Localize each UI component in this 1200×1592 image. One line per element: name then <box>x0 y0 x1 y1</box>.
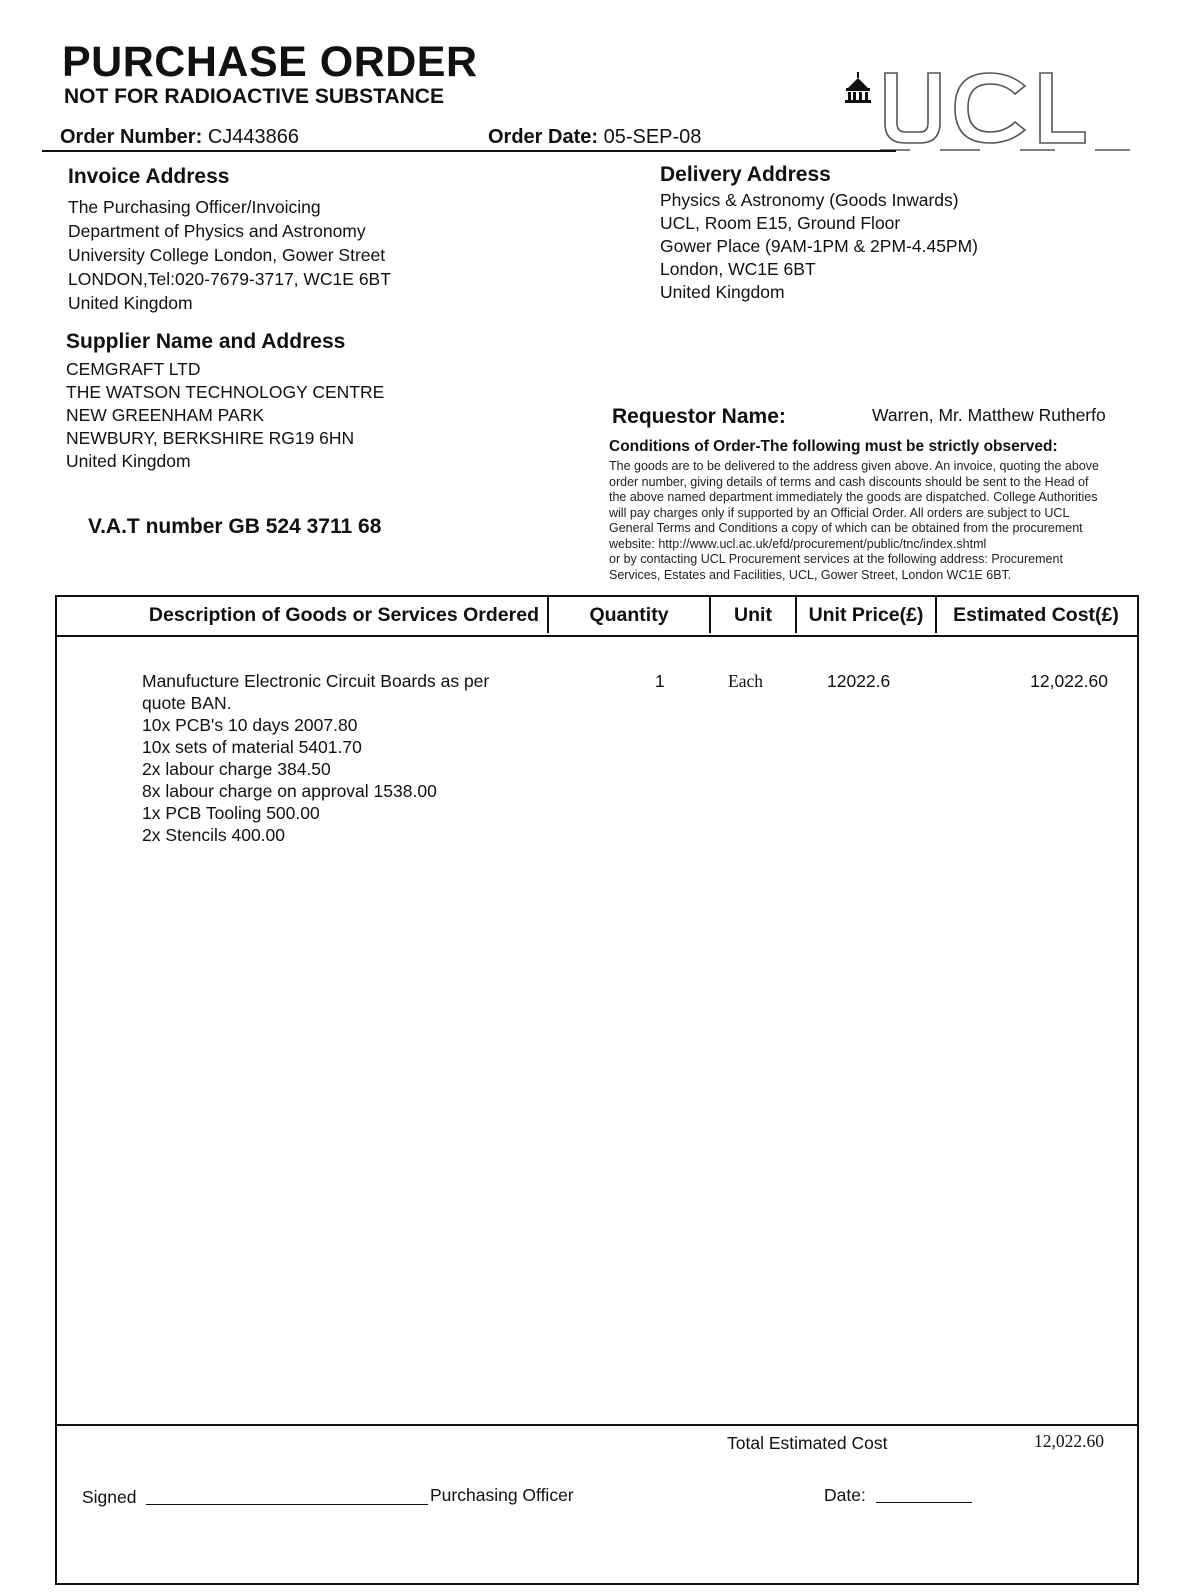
date-line <box>876 1502 972 1503</box>
order-date-label: Order Date: <box>488 126 599 148</box>
item-description <box>142 670 542 846</box>
invoice-line: United Kingdom <box>68 293 193 313</box>
conditions-line: website: http://www.ucl.ac.uk/efd/procurement/public/tnc/index.shtml <box>609 536 987 551</box>
col-quantity: Quantity <box>549 597 711 633</box>
supplier-line: United Kingdom <box>66 451 191 471</box>
conditions-line: will pay charges only if supported by an Official Order. All orders are subject to UCL <box>609 505 1070 520</box>
invoice-line: University College London, Gower Street <box>68 245 386 265</box>
signature-line <box>146 1504 428 1505</box>
page-subtitle: NOT FOR RADIOACTIVE SUBSTANCE <box>64 85 444 108</box>
invoice-line: Department of Physics and Astronomy <box>68 221 366 241</box>
item-description-line: 2x labour charge 384.50 <box>142 759 331 779</box>
ucl-logo <box>840 68 1140 158</box>
total-divider <box>55 1424 1139 1426</box>
delivery-line: Gower Place (9AM-1PM & 2PM-4.45PM) <box>660 236 979 256</box>
requestor-label: Requestor Name: <box>612 405 786 428</box>
conditions-line: the above named department immediately the goods are dispatched. College Authorities <box>609 490 1098 504</box>
page-title: PURCHASE ORDER <box>62 38 478 86</box>
item-description-line: 10x PCB's 10 days 2007.80 <box>142 715 358 735</box>
signed-label: Signed <box>82 1487 137 1507</box>
col-unit-price: Unit Price(£) <box>797 597 937 633</box>
delivery-line: UCL, Room E15, Ground Floor <box>660 213 901 233</box>
supplier-line: NEW GREENHAM PARK <box>66 405 265 425</box>
invoice-line: LONDON,Tel:020-7679-3717, WC1E 6BT <box>68 269 391 289</box>
supplier-heading: Supplier Name and Address <box>66 330 346 353</box>
col-estimated-cost: Estimated Cost(£) <box>953 604 1119 626</box>
supplier-line: NEWBURY, BERKSHIRE RG19 6HN <box>66 428 355 448</box>
item-description-line: Manufucture Electronic Circuit Boards as per <box>142 671 490 691</box>
supplier-line: THE WATSON TECHNOLOGY CENTRE <box>66 382 385 402</box>
requestor-name: Warren, Mr. Matthew Rutherfo <box>872 405 1106 425</box>
conditions-line: General Terms and Conditions a copy of which can be obtained from the procurement <box>609 521 1083 535</box>
ucl-logo-icon <box>840 68 1140 158</box>
item-description-line: quote BAN. <box>142 693 232 713</box>
delivery-address <box>660 163 978 304</box>
invoice-address <box>68 165 391 315</box>
item-quantity: 1 <box>655 671 665 691</box>
delivery-line: London, WC1E 6BT <box>660 259 816 279</box>
order-date <box>488 126 701 149</box>
supplier-address <box>66 330 384 473</box>
conditions-line: Services, Estates and Facilities, UCL, Gower Street, London WC1E 6BT. <box>609 567 1012 582</box>
order-number-label: Order Number: <box>60 126 203 148</box>
item-description-line: 2x Stencils 400.00 <box>142 825 286 845</box>
supplier-line: CEMGRAFT LTD <box>66 359 201 379</box>
order-number <box>60 126 299 149</box>
delivery-heading: Delivery Address <box>660 163 831 186</box>
order-date-value: 05-SEP-08 <box>603 126 702 148</box>
item-unit: Each <box>728 671 763 691</box>
order-number-value: CJ443866 <box>207 126 299 148</box>
item-unit-price: 12022.6 <box>827 671 891 691</box>
delivery-line: Physics & Astronomy (Goods Inwards) <box>660 190 959 210</box>
conditions-heading: Conditions of Order-The following must be strictly observed: <box>609 438 1058 455</box>
item-description-line: 8x labour charge on approval 1538.00 <box>142 781 437 801</box>
date-label: Date: <box>824 1485 866 1505</box>
conditions-line: order number, giving details of terms and cash discounts should be sent to the Head of <box>609 474 1089 489</box>
officer-label: Purchasing Officer <box>430 1485 574 1505</box>
item-estimated-cost: 12,022.60 <box>1030 671 1108 691</box>
col-description: Description of Goods or Services Ordered <box>55 597 549 633</box>
total-value: 12,022.60 <box>1034 1431 1104 1451</box>
item-description-line: 1x PCB Tooling 500.00 <box>142 803 320 823</box>
conditions <box>609 438 1137 583</box>
table-header-row <box>55 597 1139 637</box>
conditions-line: or by contacting UCL Procurement services at the following address: Procurement <box>609 552 1063 566</box>
col-unit: Unit <box>711 597 797 633</box>
conditions-line: The goods are to be delivered to the address given above. An invoice, quoting the above <box>609 459 1099 473</box>
total-label: Total Estimated Cost <box>727 1433 888 1453</box>
delivery-line: United Kingdom <box>660 282 785 302</box>
item-description-line: 10x sets of material 5401.70 <box>142 737 362 757</box>
header-divider <box>42 150 896 152</box>
invoice-heading: Invoice Address <box>68 165 230 188</box>
invoice-line: The Purchasing Officer/Invoicing <box>68 197 321 217</box>
vat-number: V.A.T number GB 524 3711 68 <box>88 515 382 538</box>
